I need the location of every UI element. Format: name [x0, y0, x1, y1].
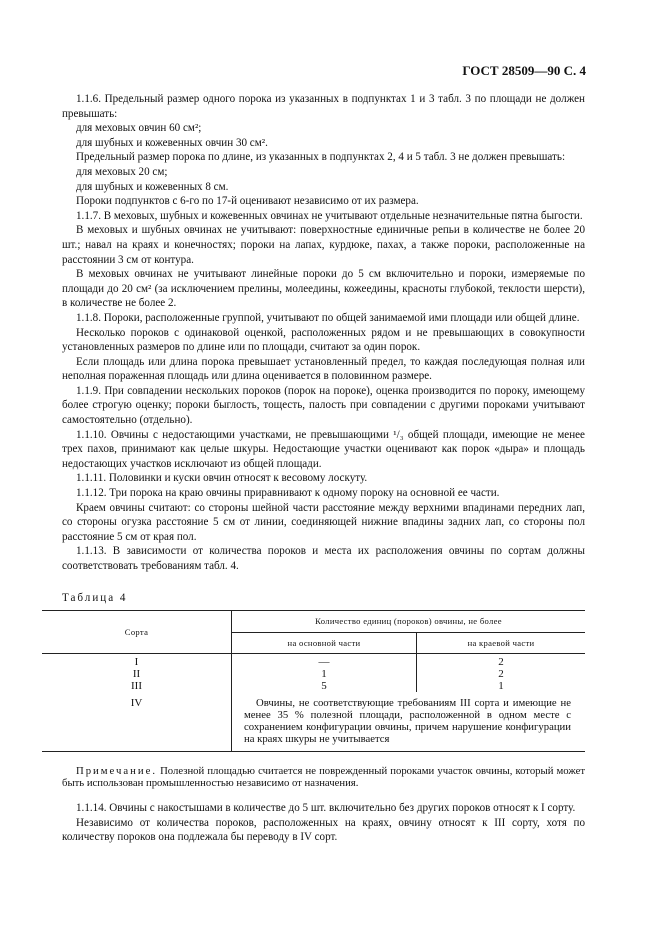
paragraph: 1.1.12. Три порока на краю овчины приравнивают к одному пороку на основной ее части. [76, 487, 500, 500]
paragraph: Пороки подпунктов с 6-го по 17-й оценивают независимо от их размера. [76, 195, 419, 208]
table-caption: Таблица 4 [62, 591, 128, 604]
table-row [42, 654, 585, 669]
cell-sort: I [134, 656, 139, 669]
table-row [42, 692, 585, 751]
paragraph: Краем овчины считают: со стороны шейной части расстояние между верхними впадинами передних лап, со стороны огузка расстояние 5 см от линии, соединяющей нижние впадины задних лап, со стороны пол расстояние 5 см от края пол. [62, 501, 585, 543]
document-body [62, 92, 585, 845]
cell-edge: 2 [417, 654, 586, 669]
page-header: ГОСТ 28509—90 С. 4 [462, 63, 586, 78]
paragraph: 1.1.7. В меховых, шубных и кожевенных овчинах не учитывают отдельные незначительные пятна быгости. [76, 209, 583, 222]
cell-main: — [232, 654, 417, 669]
table-note [62, 766, 585, 790]
paragraph: для шубных и кожевенных овчин 30 см². [76, 136, 268, 149]
cell-iv-description: Овчины, не соответствующие требованиям III сорта и имеющие не менее 35 % полезной площади, расположенной в одном месте с сохранением конфигурации овчины, причем нарушение конфигурации на краях шкуры не учитывается [232, 692, 586, 751]
paragraph: 1.1.6. Предельный размер одного порока из указанных в подпунктах 1 и 3 табл. 3 по площади не должен превышать: [62, 93, 585, 120]
header-edge: на краевой части [417, 632, 586, 654]
paragraph: В меховых овчинах не учитывают линейные пороки до 5 см включительно и пороки, измеряемые по площади до 20 см² (за исключением прелины, молеедины, кожеедины, красноты глубокой, теклости шерсти), в количестве не более 2. [62, 268, 585, 310]
cell-edge: 2 [417, 669, 586, 681]
cell-edge: 1 [417, 681, 586, 693]
paragraph: Предельный размер порока по длине, из указанных в подпунктах 2, 4 и 5 табл. 3 не должен превышать: [76, 151, 566, 164]
header-sort: Сорта [42, 611, 232, 654]
paragraph: Независимо от количества пороков, расположенных на краях, овчину относят к III сорту, хотя по количеству пороков она подлежала бы переводу в IV сорт. [62, 816, 585, 844]
cell-sort: IV [42, 692, 232, 751]
paragraph: для меховых овчин 60 см²; [76, 122, 202, 135]
cell-sort: III [131, 679, 142, 692]
sort-table [42, 610, 585, 752]
paragraph: 1.1.14. Овчины с накостышами в количестве до 5 шт. включительно без других пороков относят к I сорту. [76, 802, 576, 815]
header-main: на основной части [232, 632, 417, 654]
paragraph: 1.1.8. Пороки, расположенные группой, учитывают по общей занимаемой ими площади или общей длине. [76, 311, 580, 324]
cell-sort: II [132, 668, 141, 681]
paragraph: 1.1.10. Овчины с недостающими участками, не превышающими ¹/₃ общей площади, имеющие не менее трех пахов, принимают как целые шкуры. Недостающие участки оценивают как порок «дыра» и площадь недостающих участков исключают из общей площади. [62, 428, 585, 470]
paragraph: 1.1.11. Половинки и куски овчин относят к весовому лоскуту. [76, 472, 368, 485]
paragraph: для меховых 20 см; [76, 165, 168, 178]
paragraph: 1.1.9. При совпадении нескольких пороков (порок на пороке), оценка производится по пороку, имеющему более строгую оценку; пороки быглость, тощесть, палость при совпадении с другими пороками учитывают самостоятельно (отдельно). [62, 384, 585, 427]
table-row [42, 681, 585, 693]
cell-main: 1 [232, 669, 417, 681]
paragraph: В меховых и шубных овчинах не учитывают: поверхностные единичные репьи в количестве не более 20 шт.; навал на краях и конечностях; пороки на лапах, курдюке, пахах, а также пороки, расположенные на расстоянии 3 см от контура. [62, 224, 585, 266]
header-group: Количество единиц (пороков) овчины, не более [232, 611, 586, 633]
paragraph: для шубных и кожевенных 8 см. [76, 180, 229, 193]
paragraph: Несколько пороков с одинаковой оценкой, расположенных рядом и не превышающих в совокупности установленных размеров по длине или по площади, считают за один порок. [62, 326, 585, 354]
note-text: Полезной площадью считается не поврежденный пороками участок овчины, который может быть использован промышленностью независимо от назначения. [62, 765, 585, 790]
cell-main: 5 [232, 681, 417, 693]
paragraph: Если площадь или длина порока превышает установленный предел, то каждая последующая полная или неполная пораженная площадь или длина оценивается в половинном размере. [62, 355, 585, 383]
note-label: Примечание. [76, 765, 157, 778]
paragraph: 1.1.13. В зависимости от количества пороков и места их расположения овчины по сортам должны соответствовать требованиям табл. 4. [62, 545, 585, 572]
